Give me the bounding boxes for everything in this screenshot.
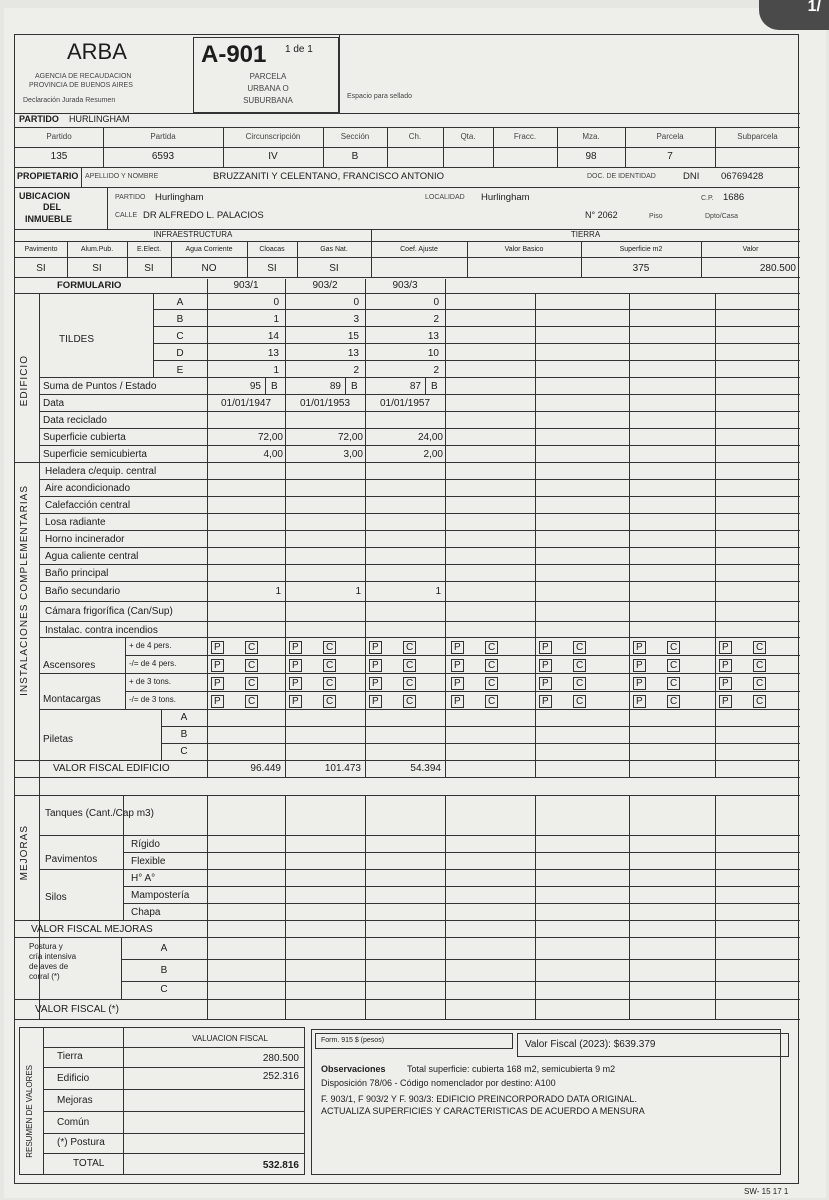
infra-gas: SI: [329, 263, 339, 274]
form915-label: Form. 915 $ (pesos): [321, 1037, 385, 1044]
infra-h-alumpub: Alum.Pub.: [80, 246, 114, 253]
ub-localidad: Hurlingham: [481, 192, 530, 203]
resumen-comun-label: Común: [57, 1117, 90, 1128]
infra-title: INFRAESTRUCTURA: [153, 230, 233, 239]
c-label: C: [406, 678, 414, 689]
type-line2: URBANA O: [247, 84, 289, 93]
ub-dpto-label: Dpto/Casa: [705, 213, 739, 220]
p-label: P: [214, 660, 221, 671]
nom-h-partida: Partida: [150, 132, 176, 141]
inst-incendios: Instalac. contra incendios: [45, 625, 158, 636]
tierra-h-superficie: Superficie m2: [619, 246, 663, 253]
bano-sec-1: 1: [275, 586, 281, 597]
piletas-label: Piletas: [43, 734, 74, 745]
pc-checkbox[interactable]: [211, 659, 224, 672]
inst-horno: Horno incinerador: [45, 534, 125, 545]
sup-semicubierta-2: 3,00: [343, 449, 363, 460]
pc-checkbox[interactable]: [573, 659, 586, 672]
inst-camara: Cámara frigorífica (Can/Sup): [45, 606, 173, 617]
tanques-label: Tanques (Cant./Cap m3): [45, 808, 154, 819]
arba-logo: ARBA: [67, 39, 127, 64]
tierra-title: TIERRA: [570, 230, 601, 239]
tierra-valor: 280.500: [759, 263, 796, 274]
p-label: P: [292, 660, 299, 671]
p-label: P: [722, 696, 729, 707]
ub-calle: DR ALFREDO L. PALACIOS: [143, 210, 264, 221]
pc-checkbox[interactable]: [753, 695, 766, 708]
c-label: C: [488, 678, 496, 689]
tilde-letter-c: C: [176, 331, 184, 342]
mont-row2: -/= de 3 tons.: [129, 695, 176, 704]
infra-h-eelect: E.Elect.: [136, 246, 162, 253]
pc-checkbox[interactable]: [211, 695, 224, 708]
tilde-a-1: 0: [273, 297, 279, 308]
sup-semicubierta-1: 4,00: [263, 449, 283, 460]
inst-bano-secundario: Baño secundario: [45, 586, 121, 597]
pc-checkbox[interactable]: [719, 641, 732, 654]
pc-checkbox[interactable]: [539, 677, 552, 690]
infra-pavimento: SI: [36, 263, 46, 274]
ascensores-label: Ascensores: [43, 660, 96, 671]
tilde-b-3: 2: [433, 314, 439, 325]
p-label: P: [636, 696, 643, 707]
mont-row1: + de 3 tons.: [129, 677, 172, 686]
postura-b: B: [160, 965, 168, 976]
data-label: Data: [43, 398, 65, 409]
p-label: P: [214, 696, 221, 707]
tilde-c-2: 15: [347, 331, 359, 342]
edificio-section-label: EDIFICIO: [19, 355, 30, 407]
suma-label: Suma de Puntos / Estado: [43, 381, 157, 392]
pc-checkbox[interactable]: [633, 677, 646, 690]
estado-2: B: [351, 381, 358, 392]
data-2: 01/01/1953: [299, 398, 351, 409]
postura-label3: de aves de: [29, 962, 69, 971]
nom-h-fracc: Fracc.: [513, 132, 537, 141]
pc-checkbox[interactable]: [485, 641, 498, 654]
silos-chapa: Chapa: [131, 907, 161, 918]
resumen-total-value: 532.816: [262, 1160, 299, 1171]
c-label: C: [756, 642, 764, 653]
resumen-col-header: VALUACION FISCAL: [192, 1034, 268, 1043]
estado-3: B: [431, 381, 438, 392]
asc-row2: -/= de 4 pers.: [129, 659, 177, 668]
inst-bano-principal: Baño principal: [45, 568, 109, 579]
p-label: P: [542, 696, 549, 707]
postura-label2: cría intensiva: [29, 952, 77, 961]
ubicacion-label1: UBICACION: [19, 191, 70, 201]
piletas-a: A: [180, 712, 188, 723]
doc-label: DOC. DE IDENTIDAD: [587, 173, 656, 180]
footer-code: SW- 15 17 1: [744, 1187, 789, 1196]
form-code: A-901: [201, 41, 267, 68]
pc-checkbox[interactable]: [403, 641, 416, 654]
c-label: C: [488, 696, 496, 707]
tilde-e-1: 1: [273, 365, 279, 376]
vf-edificio-3: 54.394: [410, 763, 441, 774]
pc-checkbox[interactable]: [245, 695, 258, 708]
pc-checkbox[interactable]: [369, 641, 382, 654]
tilde-a-2: 0: [353, 297, 359, 308]
tilde-b-1: 1: [273, 314, 279, 325]
suma-2: 89: [329, 381, 341, 392]
tilde-b-2: 3: [353, 314, 359, 325]
suma-3: 87: [409, 381, 421, 392]
ubicacion-label3: INMUEBLE: [25, 214, 72, 224]
postura-label4: corral (*): [29, 972, 60, 981]
inst-losa: Losa radiante: [45, 517, 106, 528]
infra-agua: NO: [201, 263, 217, 274]
bano-sec-2: 1: [355, 586, 361, 597]
data-1: 01/01/1947: [220, 398, 272, 409]
p-label: P: [372, 642, 379, 653]
pc-checkbox[interactable]: [289, 659, 302, 672]
pc-checkbox[interactable]: [245, 677, 258, 690]
pc-checkbox[interactable]: [369, 659, 382, 672]
silos-mamposteria: Mampostería: [131, 890, 190, 901]
c-label: C: [670, 678, 678, 689]
resumen-edificio-value: 252.316: [262, 1071, 299, 1082]
c-label: C: [670, 642, 678, 653]
p-label: P: [454, 678, 461, 689]
tilde-d-3: 10: [427, 348, 439, 359]
nom-partida: 6593: [151, 151, 175, 162]
pc-checkbox[interactable]: [573, 695, 586, 708]
propietario-label: PROPIETARIO: [17, 171, 79, 181]
nom-h-parcela: Parcela: [656, 132, 684, 141]
pav-flexible: Flexible: [131, 856, 166, 867]
p-label: P: [722, 678, 729, 689]
pc-checkbox[interactable]: [369, 695, 382, 708]
c-label: C: [248, 660, 256, 671]
ub-partido: Hurlingham: [155, 192, 204, 203]
inst-agua-caliente: Agua caliente central: [45, 551, 139, 562]
inst-aire: Aire acondicionado: [45, 483, 131, 494]
p-label: P: [214, 678, 221, 689]
partido-value: HURLINGHAM: [69, 114, 130, 124]
c-label: C: [576, 642, 584, 653]
silos-ha: H° A°: [131, 873, 156, 884]
ub-localidad-label: LOCALIDAD: [425, 194, 465, 201]
pc-checkbox[interactable]: [323, 641, 336, 654]
resumen-tierra-value: 280.500: [262, 1053, 299, 1064]
doc-number: 06769428: [721, 171, 764, 182]
c-label: C: [326, 678, 334, 689]
nom-h-qta: Qta.: [460, 132, 476, 141]
vf-edificio-label: VALOR FISCAL EDIFICIO: [53, 763, 170, 774]
infra-cloacas: SI: [267, 263, 277, 274]
obs-line4: ACTUALIZA SUPERFICIES Y CARACTERISTICAS DE ACUERDO A MENSURA: [321, 1106, 645, 1116]
sup-semicubierta-3: 2,00: [423, 449, 443, 460]
nom-h-seccion: Sección: [340, 132, 370, 141]
pc-checkbox[interactable]: [245, 659, 258, 672]
agency-line3: Declaración Jurada Resumen: [23, 97, 116, 104]
p-label: P: [636, 642, 643, 653]
nom-h-partido: Partido: [46, 132, 72, 141]
tierra-h-valor: Valor: [742, 246, 759, 253]
c-label: C: [756, 696, 764, 707]
pc-checkbox[interactable]: [753, 677, 766, 690]
formulario-col3: 903/3: [392, 280, 418, 291]
ub-cp: 1686: [723, 192, 745, 203]
pc-checkbox[interactable]: [539, 659, 552, 672]
ubicacion-label2: DEL: [43, 202, 61, 212]
inst-calefaccion: Calefacción central: [45, 500, 131, 511]
pc-checkbox[interactable]: [289, 677, 302, 690]
resumen-mejoras-label: Mejoras: [57, 1095, 93, 1106]
c-label: C: [406, 696, 414, 707]
suma-1: 95: [249, 381, 261, 392]
pc-checkbox[interactable]: [633, 659, 646, 672]
pc-checkbox[interactable]: [211, 677, 224, 690]
type-line3: SUBURBANA: [243, 96, 293, 105]
tilde-d-1: 13: [267, 348, 279, 359]
infra-h-pavimento: Pavimento: [24, 246, 58, 253]
pc-checkbox[interactable]: [539, 695, 552, 708]
agency-line1: AGENCIA DE RECAUDACION: [35, 73, 132, 80]
p-label: P: [372, 660, 379, 671]
tilde-e-2: 2: [353, 365, 359, 376]
resumen-section-label: RESUMEN DE VALORES: [25, 1065, 34, 1158]
c-label: C: [326, 642, 334, 653]
c-label: C: [248, 696, 256, 707]
c-label: C: [326, 696, 334, 707]
pc-checkbox[interactable]: [719, 695, 732, 708]
postura-c: C: [160, 984, 168, 995]
pc-checkbox[interactable]: [719, 677, 732, 690]
p-label: P: [636, 660, 643, 671]
type-line1: PARCELA: [249, 72, 287, 81]
formulario-label: FORMULARIO: [57, 280, 122, 291]
resumen-tierra-label: Tierra: [57, 1051, 83, 1062]
p-label: P: [454, 642, 461, 653]
data-3: 01/01/1957: [379, 398, 431, 409]
pc-checkbox[interactable]: [323, 659, 336, 672]
p-label: P: [214, 642, 221, 653]
agency-line2: PROVINCIA DE BUENOS AIRES: [29, 82, 133, 89]
infra-h-gas: Gas Nat.: [320, 246, 348, 253]
tilde-c-1: 14: [267, 331, 279, 342]
nom-h-ch: Ch.: [408, 132, 422, 141]
p-label: P: [372, 696, 379, 707]
vf-mejoras-label: VALOR FISCAL MEJORAS: [31, 924, 153, 935]
formulario-col2: 903/2: [312, 280, 338, 291]
nom-seccion: B: [351, 151, 359, 162]
c-label: C: [576, 678, 584, 689]
tildes-label: TILDES: [59, 334, 95, 345]
p-label: P: [542, 678, 549, 689]
inst-heladera: Heladera c/equip. central: [45, 466, 157, 477]
p-label: P: [292, 642, 299, 653]
ub-partido-label: PARTIDO: [115, 194, 146, 201]
p-label: P: [454, 696, 461, 707]
pc-checkbox[interactable]: [323, 695, 336, 708]
c-label: C: [756, 678, 764, 689]
ub-calle-label: CALLE: [115, 212, 138, 219]
mejoras-section-label: MEJORAS: [19, 825, 30, 881]
tilde-letter-a: A: [176, 297, 184, 308]
resumen-total-label: TOTAL: [73, 1158, 105, 1169]
pc-checkbox[interactable]: [485, 677, 498, 690]
infra-alumpub: SI: [92, 263, 102, 274]
nom-mza: 98: [585, 151, 597, 162]
nom-h-subparcela: Subparcela: [737, 132, 778, 141]
pc-checkbox[interactable]: [451, 695, 464, 708]
tierra-h-coef: Coef. Ajuste: [400, 246, 438, 253]
nom-parcela: 7: [667, 151, 673, 162]
sup-semicubierta-label: Superficie semicubierta: [43, 449, 147, 460]
page-of: 1 de 1: [285, 44, 313, 55]
p-label: P: [722, 660, 729, 671]
ub-numero: N° 2062: [585, 210, 618, 220]
pc-checkbox[interactable]: [667, 695, 680, 708]
pc-checkbox[interactable]: [633, 695, 646, 708]
tilde-letter-b: B: [176, 314, 184, 325]
pc-checkbox[interactable]: [573, 641, 586, 654]
c-label: C: [576, 660, 584, 671]
pc-checkbox[interactable]: [211, 641, 224, 654]
propietario-name: BRUZZANITI Y CELENTANO, FRANCISCO ANTONIO: [213, 171, 445, 182]
asc-row1: + de 4 pers.: [129, 641, 172, 650]
nom-h-mza: Mza.: [582, 132, 600, 141]
tilde-c-3: 13: [427, 331, 439, 342]
pc-checkbox[interactable]: [451, 659, 464, 672]
postura-a: A: [160, 943, 168, 954]
c-label: C: [488, 660, 496, 671]
tilde-letter-d: D: [176, 348, 184, 359]
silos-label: Silos: [45, 892, 67, 903]
pc-checkbox[interactable]: [403, 695, 416, 708]
obs-line3: F. 903/1, F 903/2 Y F. 903/3: EDIFICIO PREINCORPORADO DATA ORIGINAL.: [321, 1094, 637, 1104]
postura-label1: Postura y: [29, 942, 63, 951]
c-label: C: [406, 642, 414, 653]
pc-checkbox[interactable]: [485, 695, 498, 708]
pc-checkbox[interactable]: [633, 641, 646, 654]
pc-checkbox[interactable]: [403, 659, 416, 672]
pc-checkbox[interactable]: [403, 677, 416, 690]
resumen-postura-label: (*) Postura: [57, 1137, 105, 1148]
resumen-edificio-label: Edificio: [57, 1073, 90, 1084]
c-label: C: [248, 678, 256, 689]
propietario-name-label: APELLIDO Y NOMBRE: [85, 173, 159, 180]
ub-piso-label: Piso: [649, 213, 663, 220]
pc-checkbox[interactable]: [245, 641, 258, 654]
piletas-b: B: [180, 729, 188, 740]
pc-checkbox[interactable]: [451, 641, 464, 654]
c-label: C: [670, 660, 678, 671]
vf-edificio-1: 96.449: [250, 763, 281, 774]
obs-line2: Disposición 78/06 - Código nomenclador por destino: A100: [321, 1078, 556, 1088]
c-label: C: [756, 660, 764, 671]
sup-cubierta-1: 72,00: [257, 432, 283, 443]
form-a901: [14, 34, 799, 1184]
infra-h-cloacas: Cloacas: [259, 246, 285, 253]
p-label: P: [722, 642, 729, 653]
valor-fiscal-2023: Valor Fiscal (2023): $639.379: [525, 1039, 656, 1050]
pc-checkbox[interactable]: [289, 695, 302, 708]
p-label: P: [454, 660, 461, 671]
tierra-superficie: 375: [632, 263, 650, 274]
pc-checkbox[interactable]: [753, 659, 766, 672]
tierra-h-valorbasico: Valor Basico: [504, 246, 544, 253]
p-label: P: [292, 696, 299, 707]
tilde-d-2: 13: [347, 348, 359, 359]
piletas-c: C: [180, 746, 188, 757]
formulario-col1: 903/1: [233, 280, 259, 291]
c-label: C: [488, 642, 496, 653]
nom-circ: IV: [268, 151, 278, 162]
pc-checkbox[interactable]: [719, 659, 732, 672]
obs-label: Observaciones: [321, 1064, 386, 1074]
data-reciclado-label: Data reciclado: [43, 415, 107, 426]
pc-checkbox[interactable]: [667, 641, 680, 654]
nom-partido: 135: [50, 151, 68, 162]
infra-eelect: SI: [144, 263, 154, 274]
pc-checkbox[interactable]: [753, 641, 766, 654]
obs-line1: Total superficie: cubierta 168 m2, semicubierta 9 m2: [407, 1064, 616, 1074]
nom-h-circ: Circunscripción: [245, 132, 301, 141]
tilde-letter-e: E: [176, 365, 184, 376]
p-label: P: [636, 678, 643, 689]
tilde-e-3: 2: [433, 365, 439, 376]
sup-cubierta-3: 24,00: [417, 432, 443, 443]
c-label: C: [248, 642, 256, 653]
page-corner-tab: 1/: [759, 0, 829, 30]
pc-checkbox[interactable]: [573, 677, 586, 690]
pc-checkbox[interactable]: [539, 641, 552, 654]
bano-sec-3: 1: [435, 586, 441, 597]
c-label: C: [670, 696, 678, 707]
pc-checkbox[interactable]: [369, 677, 382, 690]
p-label: P: [372, 678, 379, 689]
montacargas-label: Montacargas: [43, 694, 101, 705]
infra-h-agua: Agua Corriente: [185, 246, 233, 253]
sup-cubierta-label: Superficie cubierta: [43, 432, 126, 443]
c-label: C: [406, 660, 414, 671]
pc-checkbox[interactable]: [451, 677, 464, 690]
seal-space-label: Espacio para sellado: [347, 93, 412, 100]
tilde-a-3: 0: [433, 297, 439, 308]
pc-checkbox[interactable]: [667, 659, 680, 672]
vf-edificio-2: 101.473: [324, 763, 361, 774]
pc-checkbox[interactable]: [667, 677, 680, 690]
c-label: C: [326, 660, 334, 671]
vf-postura-label: VALOR FISCAL (*): [35, 1004, 119, 1015]
pc-checkbox[interactable]: [289, 641, 302, 654]
sup-cubierta-2: 72,00: [337, 432, 363, 443]
pavimentos-label: Pavimentos: [45, 854, 98, 865]
p-label: P: [542, 660, 549, 671]
pc-checkbox[interactable]: [323, 677, 336, 690]
pav-rigido: Rígido: [131, 839, 160, 850]
p-label: P: [292, 678, 299, 689]
p-label: P: [542, 642, 549, 653]
pc-checkbox[interactable]: [485, 659, 498, 672]
estado-1: B: [271, 381, 278, 392]
instalaciones-section-label: INSTALACIONES COMPLEMENTARIAS: [19, 485, 30, 696]
partido-label: PARTIDO: [19, 114, 59, 124]
c-label: C: [576, 696, 584, 707]
doc-type: DNI: [683, 171, 700, 182]
ub-cp-label: C.P.: [701, 195, 714, 202]
